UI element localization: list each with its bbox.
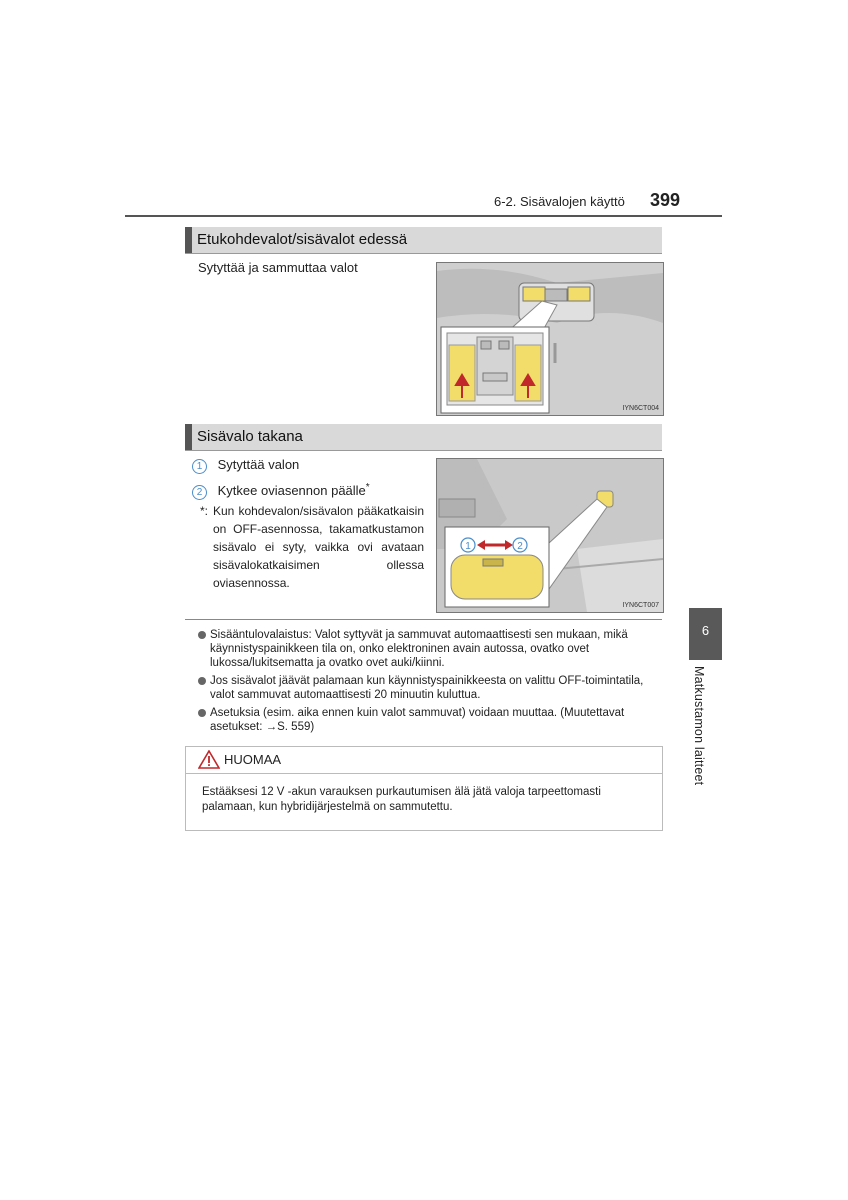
bullet-icon xyxy=(198,631,206,639)
chapter-title: Matkustamon laitteet xyxy=(692,666,706,786)
rear-light-figure xyxy=(436,458,664,613)
footnote xyxy=(200,502,424,592)
header-rule xyxy=(125,215,722,217)
figure-code: IYN6CT004 xyxy=(622,405,659,412)
section-heading-rear-light xyxy=(185,424,662,451)
section-heading-front-lights xyxy=(185,227,662,254)
section-marker xyxy=(185,227,192,253)
list-item xyxy=(197,706,663,734)
step-number: 2 xyxy=(192,485,207,500)
bullet-icon xyxy=(198,709,206,717)
caution-header xyxy=(186,747,662,774)
list-item xyxy=(197,628,663,670)
list-item xyxy=(192,456,299,474)
section-marker xyxy=(185,424,192,450)
footnote-star: *: xyxy=(200,504,209,518)
divider xyxy=(185,619,662,620)
list-item xyxy=(192,479,370,500)
list-item-text: Sytyttää valon xyxy=(217,457,300,472)
step-number: 1 xyxy=(192,459,207,474)
list-item-text: Kytkee oviasennon päälle xyxy=(217,483,366,499)
info-bullets xyxy=(197,628,663,738)
front-lights-figure xyxy=(436,262,664,416)
caution-box xyxy=(185,746,663,831)
rear-light-illustration xyxy=(437,459,663,612)
caution-text: Estääksesi 12 V -akun varauksen purkautumisen älä jätä valoja tarpeettomasti palamaan, kun hybridijärjestelmä on sammutettu. xyxy=(202,786,601,813)
warning-icon xyxy=(198,750,220,769)
bullet-text: Jos sisävalot jäävät palamaan kun käynnistyspainikkeesta on valittu OFF-toimintatila, valot sammuvat automaattisesti 20 minuutin kuluttua. xyxy=(210,675,644,701)
front-lights-illustration xyxy=(437,263,663,415)
section-title: Etukohdevalot/sisävalot edessä xyxy=(197,231,408,248)
bullet-text: Sisääntulovalaistus: Valot syttyvät ja sammuvat automaattisesti sen mukaan, mikä käynnistyspainikkeen tila on, onko elektroninen avain autossa, ovatko ovet lukossa/lukitsematta ja ovatko ovet auki/kiinni. xyxy=(210,629,628,669)
figure-code: IYN6CT007 xyxy=(622,602,659,609)
bullet-icon xyxy=(198,677,206,685)
section-title: Sisävalo takana xyxy=(197,428,303,445)
caution-label: HUOMAA xyxy=(224,752,282,767)
chapter-tab xyxy=(689,608,722,660)
footnote-text: Kun kohdevalon/sisävalon pääkatkaisin on OFF-asennossa, takamatkustamon sisävalo ei syty, vaikka ovi avataan sisävalokatkaisimen ollessa oviasennossa. xyxy=(213,504,424,590)
running-header-section: 6-2. Sisävalojen käyttö xyxy=(494,194,625,209)
bullet-text: Asetuksia (esim. aika ennen kuin valot sammuvat) voidaan muuttaa. (Muutettavat asetukset: →S. 559) xyxy=(210,707,625,733)
section-description: Sytyttää ja sammuttaa valot xyxy=(198,260,358,275)
chapter-number: 6 xyxy=(701,623,710,638)
figure-label-1: 1 xyxy=(465,541,471,552)
footnote-marker: * xyxy=(365,482,370,493)
list-item xyxy=(197,674,663,702)
figure-label-2: 2 xyxy=(517,541,523,552)
page-number: 399 xyxy=(650,190,681,210)
